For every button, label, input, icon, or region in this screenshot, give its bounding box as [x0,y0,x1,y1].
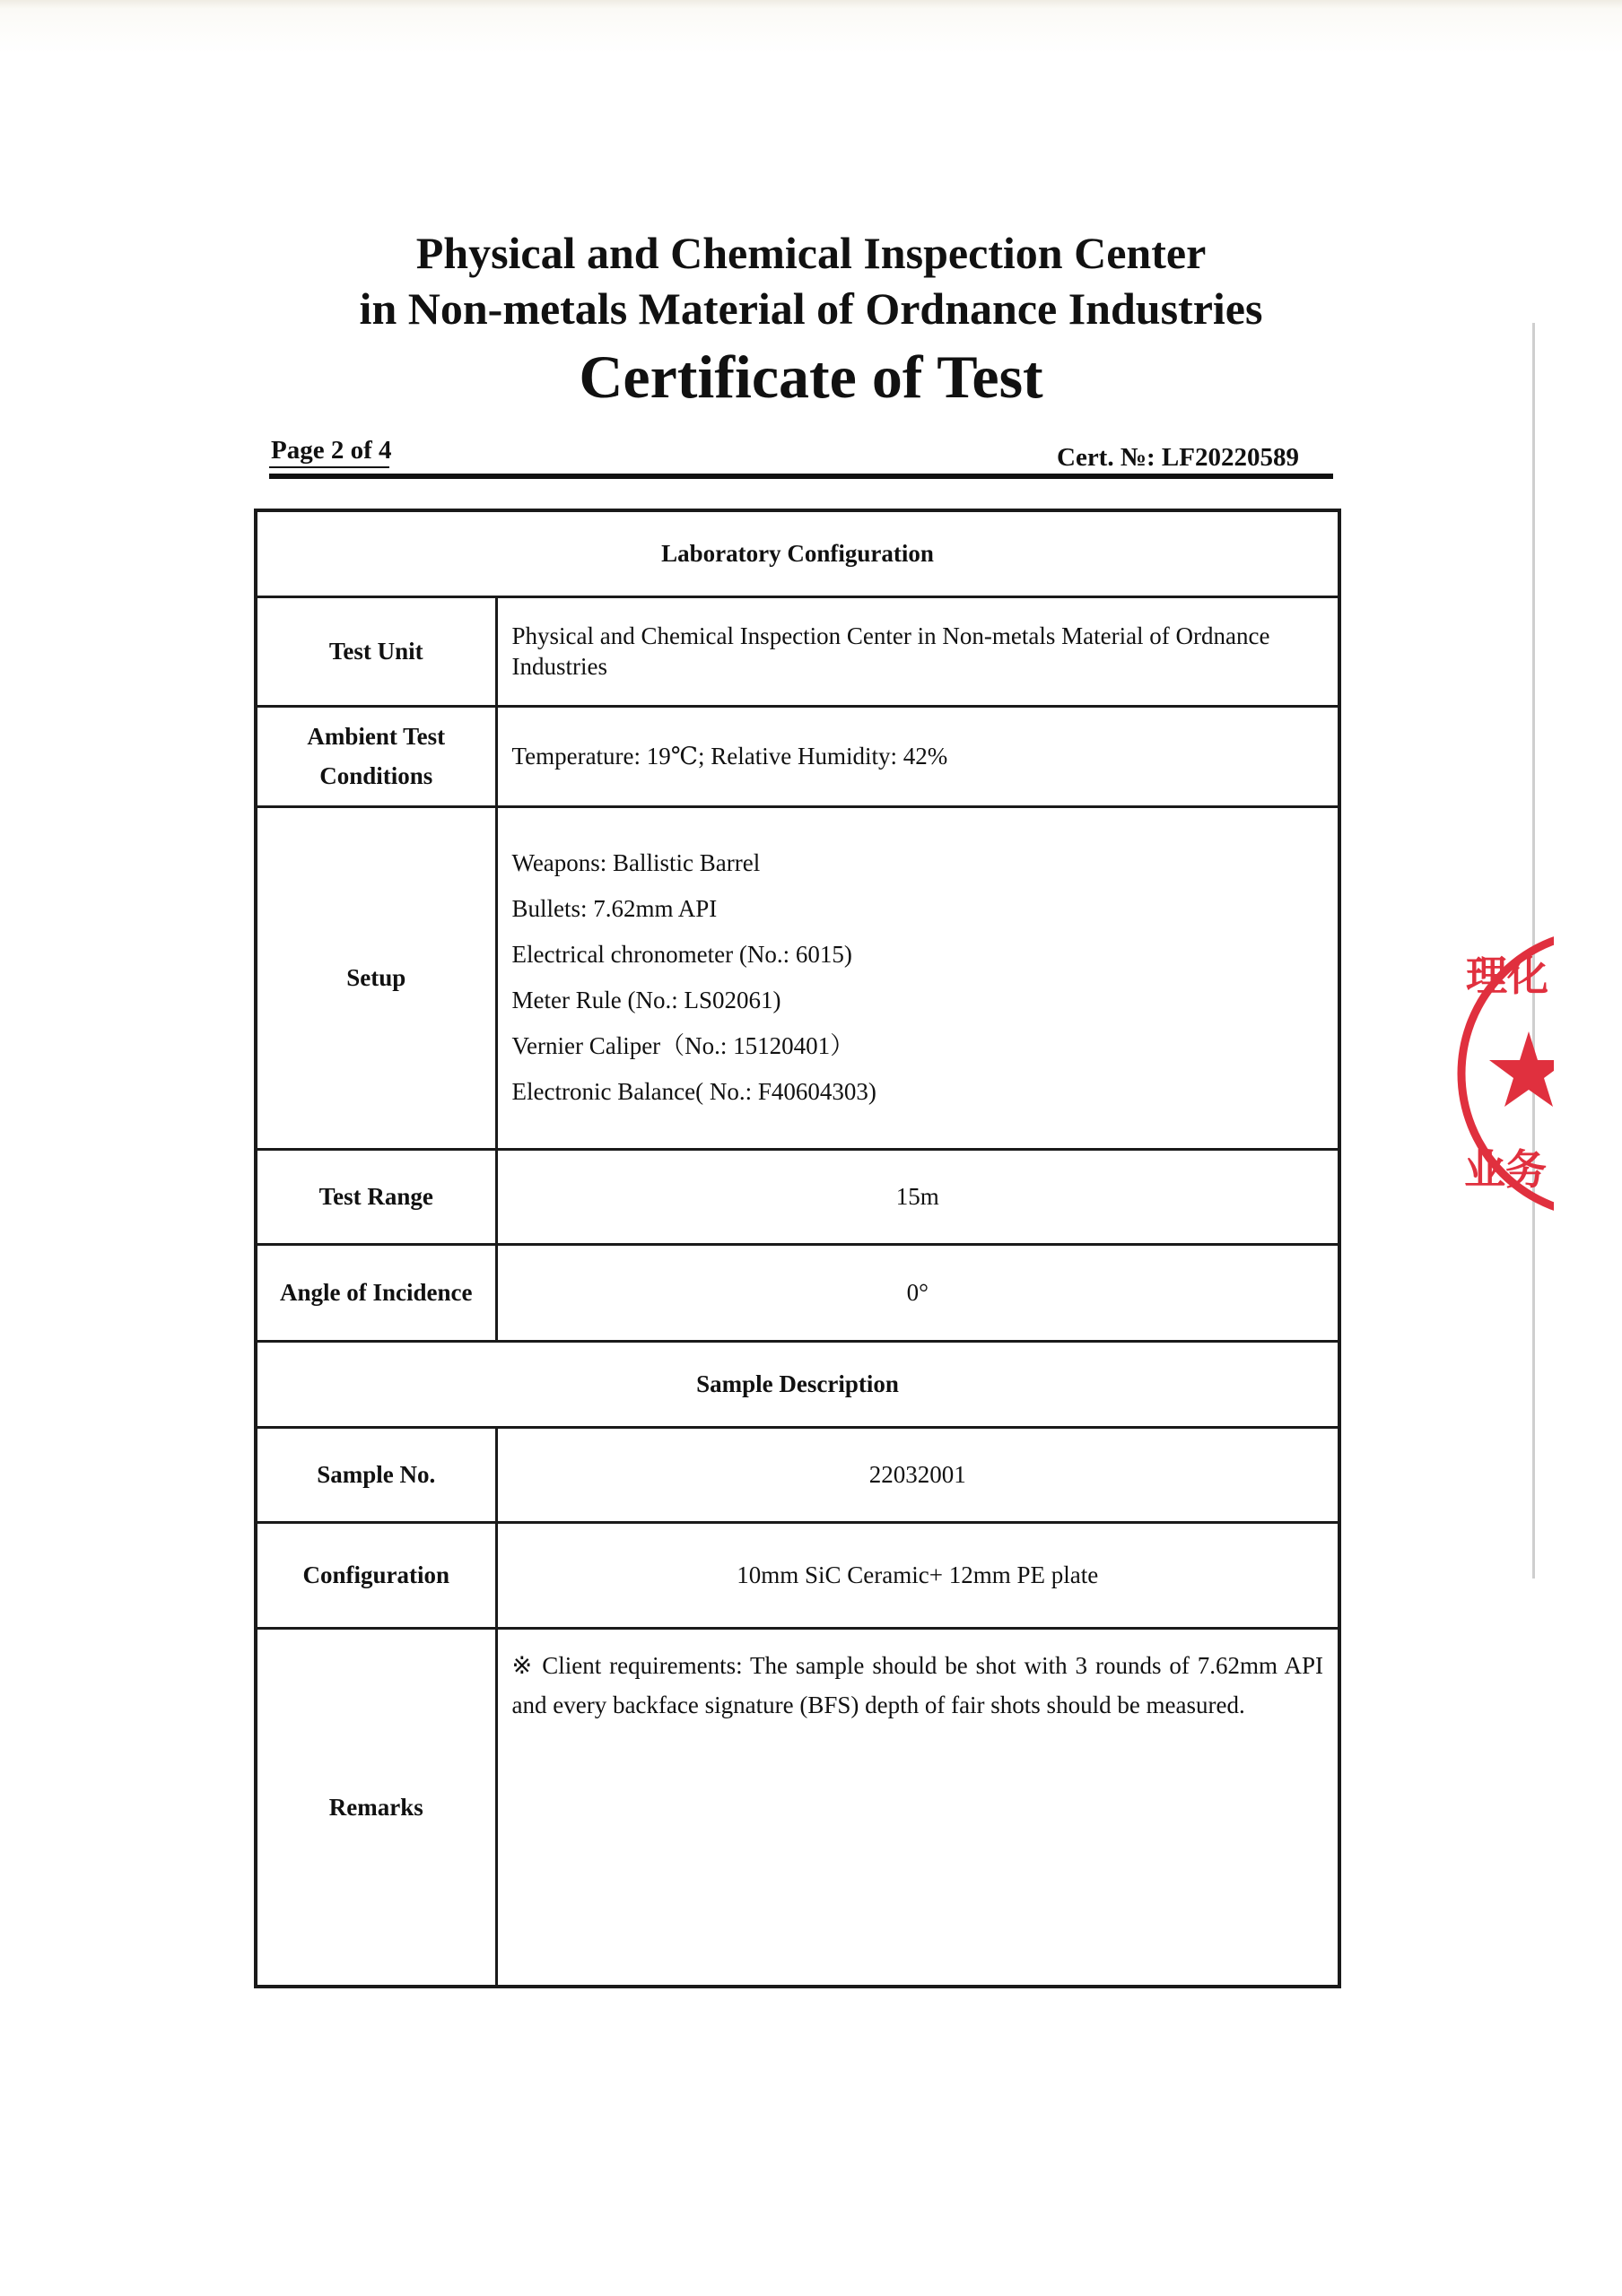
setup-value [496,806,1339,1149]
setup-item-meter-rule: Meter Rule (No.: LS02061) [511,987,781,1013]
setup-item-vernier-caliper: Vernier Caliper（No.: 15120401） [511,1032,855,1059]
setup-item-chronometer: Electrical chronometer (No.: 6015) [511,941,852,968]
angle-of-incidence-value: 0° [496,1244,1339,1341]
sample-no-value: 22032001 [496,1427,1339,1522]
seal-text-bottom: 业务 [1464,1145,1547,1194]
laboratory-section-title: Laboratory Configuration [256,510,1339,596]
setup-label: Setup [256,806,496,1149]
certificate-number: Cert. №: LF20220589 [1057,443,1299,472]
document-title: Certificate of Test [579,343,1043,411]
setup-item-electronic-balance: Electronic Balance( No.: F40604303) [511,1078,876,1105]
certificate-table [254,509,1341,1988]
test-unit-label: Test Unit [256,596,496,706]
remarks-label: Remarks [256,1628,496,1987]
table-row-sample-no [256,1427,1339,1522]
setup-item-weapons: Weapons: Ballistic Barrel [511,849,761,876]
configuration-value: 10mm SiC Ceramic+ 12mm PE plate [496,1522,1339,1628]
seal-text-top: 理化 [1466,952,1548,1000]
table-row-remarks [256,1628,1339,1987]
page-number-underline [269,466,389,468]
table-row-configuration [256,1522,1339,1628]
test-range-label: Test Range [256,1149,496,1244]
table-row-test-unit [256,596,1339,706]
table-row-angle [256,1244,1339,1341]
issuer-name-line-1: Physical and Chemical Inspection Center [415,228,1207,278]
test-unit-value: Physical and Chemical Inspection Center in Non-metals Material of Ordnance Industries [496,596,1339,706]
table-row-ambient [256,706,1339,806]
sample-section-title: Sample Description [256,1341,1339,1427]
test-range-value: 15m [496,1149,1339,1244]
ambient-conditions-label [256,706,496,806]
angle-of-incidence-label: Angle of Incidence [256,1244,496,1341]
setup-item-bullets: Bullets: 7.62mm API [511,895,718,922]
seal-star-icon [1489,1031,1554,1107]
page-number: Page 2 of 4 [271,436,392,465]
section-row-laboratory [256,510,1339,596]
issuer-name-line-2: in Non-metals Material of Ordnance Industries [359,283,1263,334]
sample-no-label: Sample No. [256,1427,496,1522]
remarks-value: ※ Client requirements: The sample should be shot with 3 rounds of 7.62mm API and every backface signature (BFS) depth of fair shots should be measured. [496,1628,1339,1987]
ambient-label-line-1: Ambient Test [307,723,446,750]
section-row-sample [256,1341,1339,1427]
ambient-conditions-value: Temperature: 19℃; Relative Humidity: 42% [496,706,1339,806]
red-stamp-seal [1455,926,1554,1222]
header-rule [269,474,1333,479]
configuration-label: Configuration [256,1522,496,1628]
table-row-test-range [256,1149,1339,1244]
table-row-setup [256,806,1339,1149]
ambient-label-line-2: Conditions [319,762,433,789]
